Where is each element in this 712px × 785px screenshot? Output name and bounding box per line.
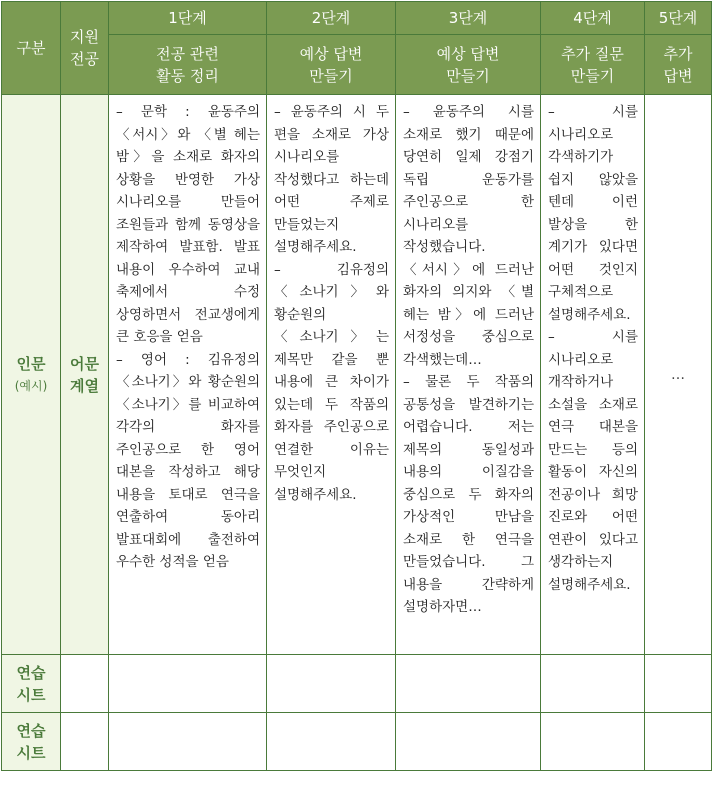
practice-1-line1: 연습 <box>16 663 46 682</box>
practice-2-major-cell[interactable] <box>61 713 109 771</box>
step-3-answer-2: – 물론 두 작품의 공통성을 발견하기는 어렵습니다. 저는 제목의 동일성과 내용의 이질감을 중심으로 두 화자의 가상적인 만남을 소재로 한 연극을 만들었습니다. 그 내용을 간략하게 설명하자면… <box>403 374 534 615</box>
practice-1-major-cell[interactable] <box>61 655 109 713</box>
practice-2-step-4-cell[interactable] <box>541 713 645 771</box>
step-1-title-line1: 전공 관련 <box>156 44 219 63</box>
header-gubun: 구분 <box>2 2 61 95</box>
header-step-2: 2단계 <box>267 2 396 35</box>
practice-1-step-1-cell[interactable] <box>109 655 267 713</box>
step-1-literature: – 문학 : 윤동주의 〈서시〉와 〈별 헤는 밤〉을 소재로 화자의 상황을 반영한 가상 시나리오를 만들어 조원들과 함께 동영상을 제작하여 발표함. 발표 내용이 우수하여 교내 축제에서 수정 상영하면서 전교생에게 큰 호응을 얻음 <box>116 104 260 345</box>
header-step-5: 5단계 <box>645 2 712 35</box>
step-2-title-line1: 예상 답변 <box>299 44 363 63</box>
step-3-title-line1: 예상 답변 <box>436 44 500 63</box>
header-step-5-title <box>645 35 712 95</box>
practice-1-step-4-cell[interactable] <box>541 655 645 713</box>
header-major-line1: 지원 <box>70 28 99 46</box>
header-step-4: 4단계 <box>541 2 645 35</box>
header-row-titles <box>2 35 712 95</box>
interview-prep-table <box>1 1 712 771</box>
step-2-title-line2: 만들기 <box>309 66 353 85</box>
step-5-title-line2: 답변 <box>663 66 693 85</box>
example-major <box>61 95 109 655</box>
practice-row-1 <box>2 655 712 713</box>
practice-2-line2: 시트 <box>16 743 46 762</box>
header-row-steps <box>2 2 712 35</box>
header-step-3-title <box>396 35 541 95</box>
step-2-content <box>267 95 396 655</box>
step-4-title-line1: 추가 질문 <box>561 44 624 63</box>
step-2-question-1: – 윤동주의 시 두 편을 소재로 가상 시나리오를 작성했다고 하는데 어떤 주제로 만들었는지 설명해주세요. <box>274 104 389 255</box>
practice-label-1 <box>2 655 61 713</box>
header-major-line2: 전공 <box>70 50 99 68</box>
practice-2-line1: 연습 <box>16 721 46 740</box>
major-line2: 계열 <box>70 376 99 395</box>
header-step-1: 1단계 <box>109 2 267 35</box>
header-step-4-title <box>541 35 645 95</box>
step-3-content <box>396 95 541 655</box>
example-row <box>2 95 712 655</box>
practice-2-step-1-cell[interactable] <box>109 713 267 771</box>
practice-2-step-3-cell[interactable] <box>396 713 541 771</box>
step-3-title-line2: 만들기 <box>446 66 490 85</box>
practice-1-step-5-cell[interactable] <box>645 655 712 713</box>
example-category <box>2 95 61 655</box>
practice-1-step-2-cell[interactable] <box>267 655 396 713</box>
header-step-2-title <box>267 35 396 95</box>
step-4-question-2: – 시를 시나리오로 개작하거나 소설을 소재로 연극 대본을 만드는 등의 활동이 자신의 전공이나 희망 진로와 어떤 연관이 있다고 생각하는지 설명해주세요. <box>548 329 638 593</box>
header-step-1-title <box>109 35 267 95</box>
major-line1: 어문 <box>70 354 99 373</box>
practice-2-step-5-cell[interactable] <box>645 713 712 771</box>
step-4-question-1: – 시를 시나리오로 각색하기가 쉽지 않았을 텐데 이런 발상을 한 계기가 있다면 어떤 것인지 구체적으로 설명해주세요. <box>548 104 638 323</box>
step-1-content <box>109 95 267 655</box>
step-3-answer-1: – 윤동주의 시를 소재로 했기 때문에 당연히 일제 강점기 독립 운동가를 주인공으로 한 시나리오를 작성했습니다. 〈서시〉에 드러난 화자의 의지와 〈별 헤는 밤〉에 드러난 서정성을 중심으로 각색했는데… <box>403 104 534 368</box>
step-5-title-line1: 추가 <box>663 44 693 63</box>
header-major <box>61 2 109 95</box>
step-1-english: – 영어 : 김유정의 〈소나기〉와 황순원의 〈소나기〉를 비교하여 각각의 화자를 주인공으로 한 영어 대본을 작성하고 해당 내용을 토대로 연극을 연출하여 동아리 발표대회에 출전하여 우수한 성적을 얻음 <box>116 351 260 570</box>
step-1-title-line2: 활동 정리 <box>156 66 219 85</box>
step-5-content: … <box>645 95 712 655</box>
category-note: (예시) <box>14 378 48 393</box>
header-step-3: 3단계 <box>396 2 541 35</box>
step-4-title-line2: 만들기 <box>570 66 615 85</box>
practice-row-2 <box>2 713 712 771</box>
step-2-question-2: – 김유정의 〈소나기〉와 황순원의 〈소나기〉는 제목만 같을 뿐 내용에 큰 차이가 있는데 두 작품의 화자를 주인공으로 연결한 이유는 무엇인지 설명해주세요. <box>274 261 389 503</box>
practice-1-line2: 시트 <box>16 685 46 704</box>
practice-1-step-3-cell[interactable] <box>396 655 541 713</box>
step-4-content <box>541 95 645 655</box>
practice-label-2 <box>2 713 61 771</box>
category-label: 인문 <box>16 354 46 373</box>
practice-2-step-2-cell[interactable] <box>267 713 396 771</box>
